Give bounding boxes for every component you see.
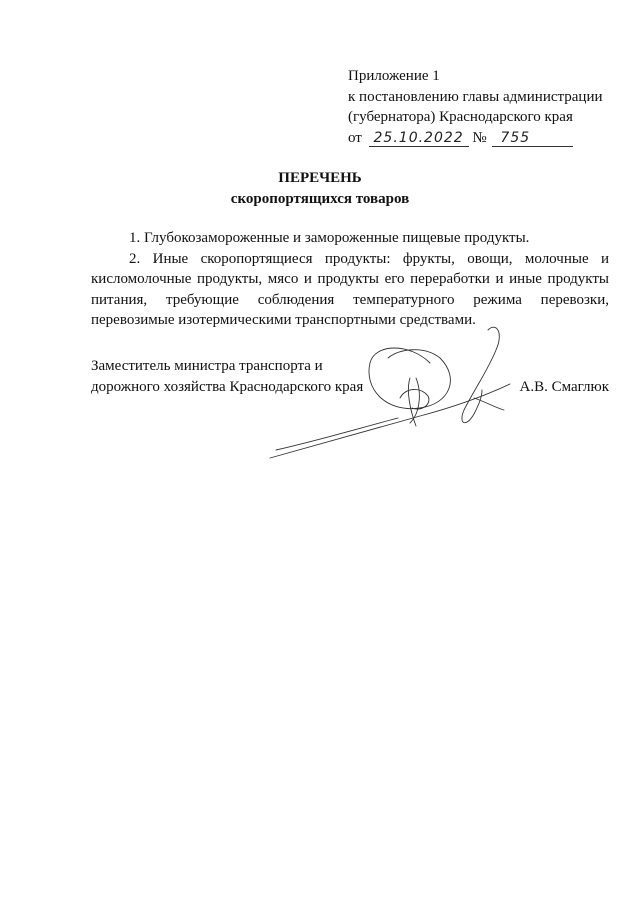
date-prefix: от: [348, 129, 362, 146]
appendix-header: [348, 66, 618, 148]
title-heading: ПЕРЕЧЕНЬ: [278, 170, 362, 186]
list-item: 1. Глубокозамороженные и замороженные пищевые продукты.: [129, 230, 530, 246]
appendix-date-number-row: [348, 128, 618, 149]
signatory-role-line2: дорожного хозяйства Краснодарского края: [91, 378, 364, 395]
signatory-name: А.В. Смаглюк: [519, 378, 609, 395]
decree-date: 25.10.2022: [369, 130, 469, 147]
appendix-title: Приложение 1: [348, 68, 440, 84]
appendix-authority-line: (губернатора) Краснодарского края: [348, 109, 573, 125]
list-item: 2. Иные скоропортящиеся продукты: фрукты, овощи, молочные и кисломолочные продукты, мясо и продукты его переработки и иные продукты питания, требующие соблюдения температурного режима перевозки, перевозимые изотермическими транспортными средствами.: [91, 250, 609, 328]
number-prefix: №: [472, 129, 487, 146]
signatory-role-line1: Заместитель министра транспорта и: [91, 358, 323, 374]
title-subheading: скоропортящихся товаров: [230, 190, 410, 207]
document-title: [0, 168, 640, 209]
decree-number: 755: [492, 130, 573, 147]
appendix-decree-line: к постановлению главы администрации: [348, 88, 603, 105]
signature-block: [91, 356, 609, 397]
list-body: [91, 228, 609, 331]
